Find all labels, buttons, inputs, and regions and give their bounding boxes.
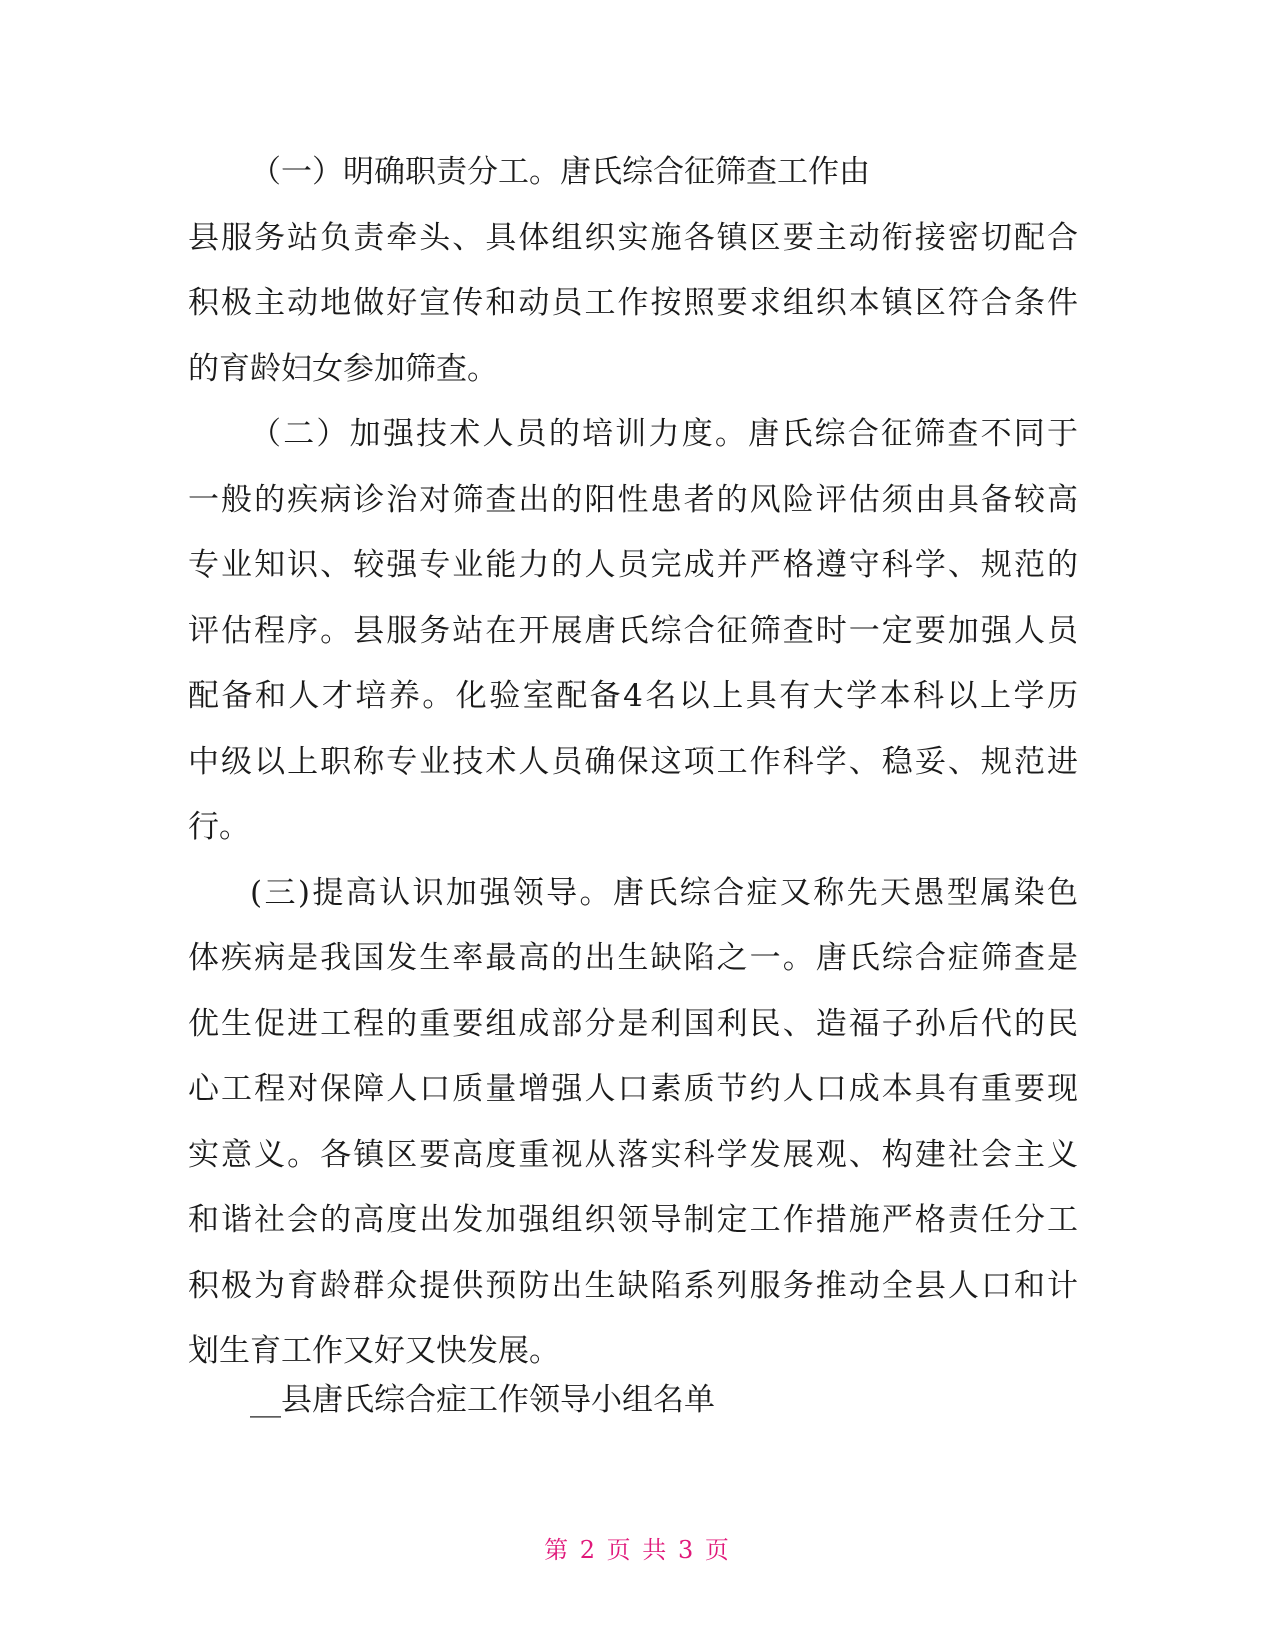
paragraph-3-line-1: (三)提高认识加强领导。唐氏综合症又称先天愚型属染色 (250, 874, 1078, 911)
paragraph-2-line-5: 配备和人才培养。化验室配备4名以上具有大学本科以上学历 (188, 678, 1078, 714)
document-body (188, 140, 1078, 1385)
paragraph-2-line-3: 专业知识、较强专业能力的人员完成并严格遵守科学、规范的 (188, 547, 1078, 583)
paragraph-1-line-3: 积极主动地做好宣传和动员工作按照要求组织本镇区符合条件 (188, 285, 1078, 321)
paragraph-3-line-7: 积极为育龄群众提供预防出生缺陷系列服务推动全县人口和计 (188, 1267, 1078, 1304)
paragraph-2-line-4: 评估程序。县服务站在开展唐氏综合征筛查时一定要加强人员 (188, 612, 1078, 649)
leadership-group-list-heading: __县唐氏综合症工作领导小组名单 (250, 1382, 715, 1418)
paragraph-3-line-2: 体疾病是我国发生率最高的出生缺陷之一。唐氏综合症筛查是 (188, 940, 1078, 976)
paragraph-3-line-5: 实意义。各镇区要高度重视从落实科学发展观、构建社会主义 (188, 1136, 1078, 1173)
paragraph-2-line-6: 中级以上职称专业技术人员确保这项工作科学、稳妥、规范进 (188, 743, 1078, 780)
paragraph-3-line-3: 优生促进工程的重要组成部分是利国利民、造福子孙后代的民 (188, 1005, 1078, 1042)
paragraph-2-line-7: 行。 (188, 809, 250, 845)
paragraph-3-line-8: 划生育工作又好又快发展。 (188, 1333, 560, 1369)
page-number-footer: 第 2 页 共 3 页 (544, 1536, 731, 1564)
paragraph-1-line-2: 县服务站负责牵头、具体组织实施各镇区要主动衔接密切配合 (188, 219, 1078, 256)
paragraph-2-line-2: 一般的疾病诊治对筛查出的阳性患者的风险评估须由具备较高 (188, 481, 1078, 518)
paragraph-3-line-4: 心工程对保障人口质量增强人口素质节约人口成本具有重要现 (188, 1071, 1078, 1107)
paragraph-1-line-1: （一）明确职责分工。唐氏综合征筛查工作由 (250, 154, 870, 190)
paragraph-1-line-4: 的育龄妇女参加筛查。 (188, 350, 498, 387)
paragraph-2-line-1: （二）加强技术人员的培训力度。唐氏综合征筛查不同于 (250, 416, 1078, 452)
paragraph-3-line-6: 和谐社会的高度出发加强组织领导制定工作措施严格责任分工 (188, 1202, 1078, 1238)
